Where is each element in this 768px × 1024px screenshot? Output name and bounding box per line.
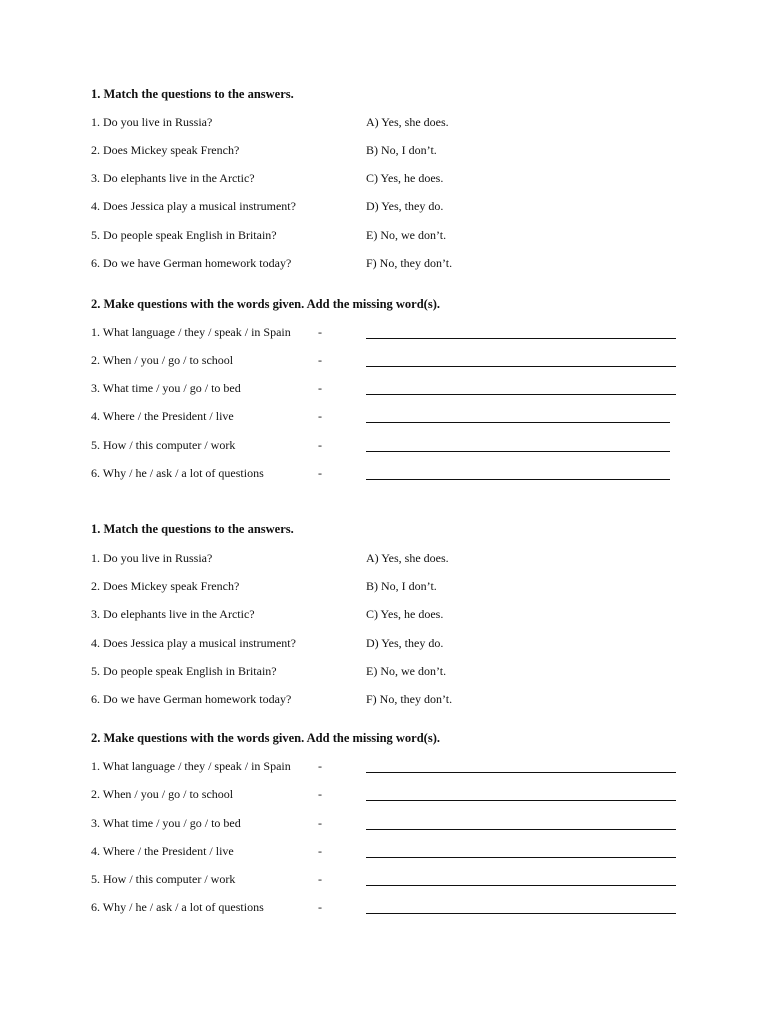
separator-dash: - — [318, 353, 322, 367]
match-row — [0, 607, 768, 623]
match-answer: A) Yes, she does. — [366, 115, 449, 129]
match-answer: F) No, they don’t. — [366, 692, 453, 706]
match-row — [0, 199, 768, 215]
match-answer: B) No, I don’t. — [366, 579, 437, 593]
make-question-prompt: 1. What language / they / speak / in Spain — [91, 325, 291, 339]
match-question: 5. Do people speak English in Britain? — [91, 228, 277, 242]
match-question: 2. Does Mickey speak French? — [91, 143, 240, 157]
make-question-prompt: 4. Where / the President / live — [91, 844, 234, 858]
separator-dash: - — [318, 872, 322, 886]
match-answer: C) Yes, he does. — [366, 607, 444, 621]
match-heading: 1. Match the questions to the answers. — [91, 522, 294, 536]
make-question-prompt: 4. Where / the President / live — [91, 409, 234, 423]
match-row — [0, 171, 768, 187]
match-question: 6. Do we have German homework today? — [91, 256, 292, 270]
separator-dash: - — [318, 787, 322, 801]
separator-dash: - — [318, 816, 322, 830]
make-question-row — [0, 438, 768, 454]
match-question: 4. Does Jessica play a musical instrument? — [91, 199, 296, 213]
separator-dash: - — [318, 438, 322, 452]
answer-line[interactable] — [366, 422, 670, 423]
answer-line[interactable] — [366, 394, 676, 395]
make-questions-heading: 2. Make questions with the words given. Add the missing word(s). — [91, 297, 440, 311]
make-question-prompt: 3. What time / you / go / to bed — [91, 381, 241, 395]
make-question-row — [0, 844, 768, 860]
separator-dash: - — [318, 466, 322, 480]
match-question: 3. Do elephants live in the Arctic? — [91, 607, 255, 621]
match-answer: F) No, they don’t. — [366, 256, 453, 270]
make-question-row — [0, 381, 768, 397]
match-answer: A) Yes, she does. — [366, 551, 449, 565]
match-row — [0, 143, 768, 159]
separator-dash: - — [318, 759, 322, 773]
match-question: 3. Do elephants live in the Arctic? — [91, 171, 255, 185]
make-questions-heading: 2. Make questions with the words given. Add the missing word(s). — [91, 731, 440, 745]
match-question: 4. Does Jessica play a musical instrument? — [91, 636, 296, 650]
match-question: 2. Does Mickey speak French? — [91, 579, 240, 593]
match-row — [0, 692, 768, 708]
match-question: 5. Do people speak English in Britain? — [91, 664, 277, 678]
match-heading: 1. Match the questions to the answers. — [91, 87, 294, 101]
make-question-row — [0, 466, 768, 482]
make-question-row — [0, 409, 768, 425]
match-answer: D) Yes, they do. — [366, 199, 444, 213]
make-question-prompt: 2. When / you / go / to school — [91, 787, 234, 801]
make-question-row — [0, 325, 768, 341]
match-question: 1. Do you live in Russia? — [91, 551, 213, 565]
answer-line[interactable] — [366, 829, 676, 830]
answer-line[interactable] — [366, 366, 676, 367]
match-row — [0, 256, 768, 272]
make-question-row — [0, 872, 768, 888]
make-question-prompt: 1. What language / they / speak / in Spain — [91, 759, 291, 773]
make-question-row — [0, 787, 768, 803]
match-answer: E) No, we don’t. — [366, 664, 447, 678]
match-answer: E) No, we don’t. — [366, 228, 447, 242]
make-question-prompt: 5. How / this computer / work — [91, 872, 236, 886]
match-question: 6. Do we have German homework today? — [91, 692, 292, 706]
answer-line[interactable] — [366, 338, 676, 339]
answer-line[interactable] — [366, 772, 676, 773]
separator-dash: - — [318, 900, 322, 914]
match-row — [0, 228, 768, 244]
make-question-row — [0, 759, 768, 775]
match-row — [0, 579, 768, 595]
separator-dash: - — [318, 325, 322, 339]
match-answer: C) Yes, he does. — [366, 171, 444, 185]
separator-dash: - — [318, 409, 322, 423]
make-question-row — [0, 353, 768, 369]
make-question-row — [0, 900, 768, 916]
separator-dash: - — [318, 381, 322, 395]
answer-line[interactable] — [366, 451, 670, 452]
match-answer: B) No, I don’t. — [366, 143, 437, 157]
answer-line[interactable] — [366, 479, 670, 480]
match-row — [0, 115, 768, 131]
match-row — [0, 551, 768, 567]
match-row — [0, 664, 768, 680]
make-question-prompt: 5. How / this computer / work — [91, 438, 236, 452]
answer-line[interactable] — [366, 800, 676, 801]
make-question-row — [0, 816, 768, 832]
answer-line[interactable] — [366, 885, 676, 886]
answer-line[interactable] — [366, 913, 676, 914]
answer-line[interactable] — [366, 857, 676, 858]
make-question-prompt: 3. What time / you / go / to bed — [91, 816, 241, 830]
match-answer: D) Yes, they do. — [366, 636, 444, 650]
make-question-prompt: 2. When / you / go / to school — [91, 353, 234, 367]
make-question-prompt: 6. Why / he / ask / a lot of questions — [91, 900, 264, 914]
separator-dash: - — [318, 844, 322, 858]
match-question: 1. Do you live in Russia? — [91, 115, 213, 129]
make-question-prompt: 6. Why / he / ask / a lot of questions — [91, 466, 264, 480]
match-row — [0, 636, 768, 652]
